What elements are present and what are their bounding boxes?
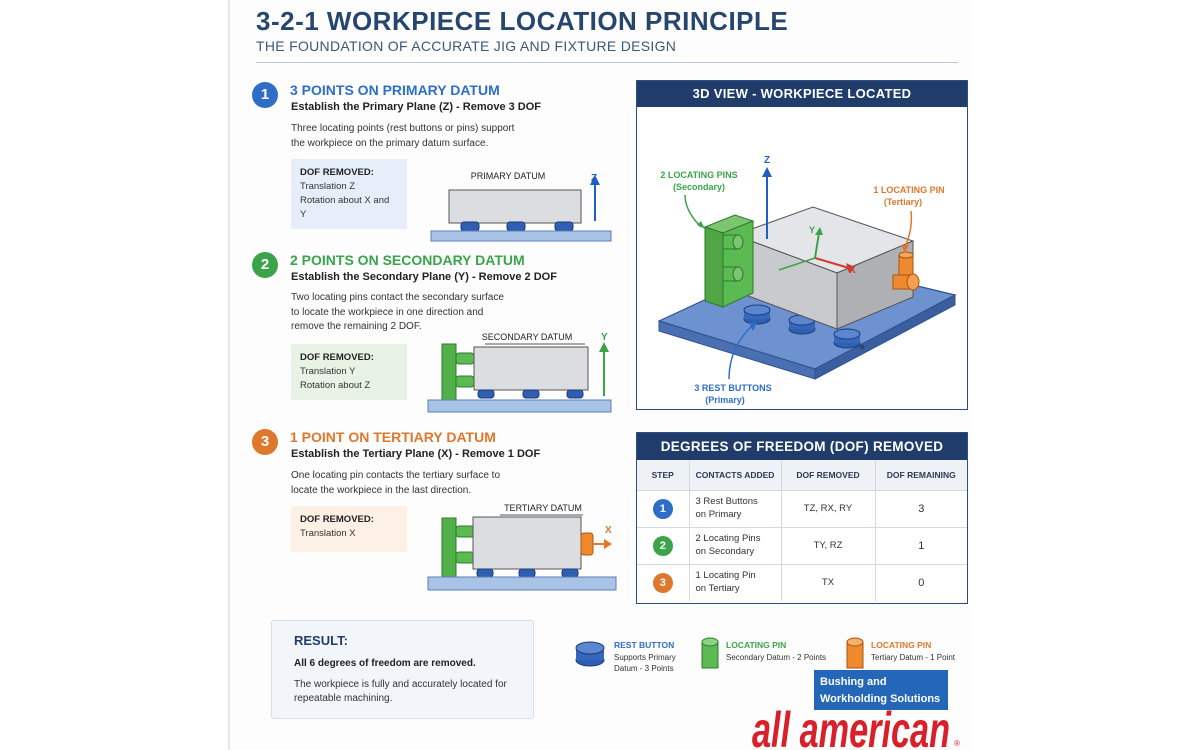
legend-text: Datum - 3 Points bbox=[614, 664, 674, 673]
table-header-row bbox=[637, 460, 967, 490]
locating-plate bbox=[442, 344, 456, 402]
fixture-base-plate bbox=[428, 400, 611, 412]
locating-plate bbox=[442, 518, 456, 580]
table-header: CONTACTS ADDED bbox=[689, 460, 781, 490]
result-box bbox=[271, 620, 534, 719]
fixture-base-plate bbox=[431, 231, 611, 241]
callout-buttons-title: 3 REST BUTTONS bbox=[694, 383, 772, 393]
tertiary-datum-diagram bbox=[425, 500, 620, 595]
result-statement: All 6 degrees of freedom are removed. bbox=[294, 658, 476, 669]
dof-table-title: DEGREES OF FREEDOM (DOF) REMOVED bbox=[637, 433, 967, 460]
step-heading: 2 POINTS ON SECONDARY DATUM bbox=[290, 252, 525, 268]
dof-removed-cell: TZ, RX, RY bbox=[781, 490, 875, 527]
table-header: DOF REMAINING bbox=[875, 460, 967, 490]
legend-text: Tertiary Datum - 1 Point bbox=[871, 653, 956, 662]
step-number-badge: 1 bbox=[252, 82, 278, 108]
registered-mark: ® bbox=[954, 739, 960, 748]
legend-title: LOCATING PIN bbox=[871, 640, 932, 650]
arrow-head-icon bbox=[599, 342, 609, 352]
rest-button-icon bbox=[567, 390, 583, 398]
contacts-line: on Tertiary bbox=[695, 582, 740, 594]
locating-pin-icon bbox=[456, 526, 474, 537]
dof-line: Translation Y bbox=[300, 366, 356, 377]
axis-z-label: Z bbox=[764, 155, 771, 166]
dof-box-title: DOF REMOVED: bbox=[300, 352, 374, 363]
dof-removed-cell: TY, RZ bbox=[781, 527, 875, 564]
rest-button-icon bbox=[477, 569, 493, 577]
company-logo bbox=[750, 670, 972, 750]
table-row bbox=[637, 564, 967, 601]
legend-title: REST BUTTON bbox=[614, 640, 675, 650]
result-text: The workpiece is fully and accurately located for repeatable machining. bbox=[294, 679, 507, 704]
step-heading: 3 POINTS ON PRIMARY DATUM bbox=[290, 82, 500, 98]
step-cell bbox=[637, 490, 689, 527]
locating-pin-icon bbox=[456, 353, 474, 364]
axis-label: Z bbox=[591, 173, 598, 184]
dof-removed-box bbox=[291, 159, 407, 229]
dof-remaining-cell: 0 bbox=[875, 564, 967, 601]
callout-pins-sub: (Secondary) bbox=[672, 182, 726, 192]
table-header: DOF REMOVED bbox=[781, 460, 875, 490]
rest-button-icon bbox=[478, 390, 494, 398]
rest-button-icon bbox=[519, 569, 535, 577]
title-divider bbox=[256, 62, 958, 63]
legend-text: Secondary Datum - 2 Points bbox=[726, 653, 827, 662]
step-heading: 1 POINT ON TERTIARY DATUM bbox=[290, 429, 496, 445]
table-header: STEP bbox=[637, 460, 689, 490]
contacts-line: on Primary bbox=[695, 508, 742, 520]
step-cell bbox=[637, 527, 689, 564]
rest-button-icon bbox=[523, 390, 539, 398]
workpiece-block bbox=[473, 517, 581, 569]
rest-button-icon bbox=[562, 569, 578, 577]
step-number-badge: 3 bbox=[252, 429, 278, 455]
legend-title: LOCATING PIN bbox=[726, 640, 787, 650]
contacts-cell bbox=[689, 490, 781, 527]
step-description: Two locating pins contact the secondary surface to locate the workpiece in one direction and remove the remaining 2 DOF. bbox=[291, 292, 504, 332]
callout-pin-title: 1 LOCATING PIN bbox=[873, 185, 945, 195]
contacts-cell bbox=[689, 527, 781, 564]
contacts-line: 2 Locating Pins bbox=[695, 533, 761, 544]
step-number-badge: 3 bbox=[653, 573, 673, 593]
dof-table bbox=[637, 460, 967, 601]
logo-tagline: Workholding Solutions bbox=[820, 693, 941, 705]
rest-button-icon bbox=[507, 222, 525, 231]
locating-pin-icon bbox=[456, 376, 474, 387]
contacts-line: on Secondary bbox=[695, 545, 755, 557]
dof-remaining-cell: 3 bbox=[875, 490, 967, 527]
dof-remaining-cell: 1 bbox=[875, 527, 967, 564]
rest-button-icon bbox=[834, 329, 860, 348]
legend-text: Supports Primary bbox=[614, 653, 676, 662]
contacts-line: 3 Rest Buttons bbox=[695, 496, 758, 507]
step-number-badge: 1 bbox=[653, 499, 673, 519]
3d-view-panel bbox=[636, 80, 968, 410]
dof-table-panel bbox=[636, 432, 968, 604]
secondary-datum-diagram bbox=[425, 328, 620, 416]
callout-pins-title: 2 LOCATING PINS bbox=[660, 170, 738, 180]
step-subheading: Establish the Primary Plane (Z) - Remove 3 DOF bbox=[291, 101, 542, 113]
3d-view-illustration bbox=[637, 107, 967, 409]
dof-box-title: DOF REMOVED: bbox=[300, 167, 374, 178]
locating-pin-icon bbox=[723, 267, 743, 281]
axis-y-label: Y bbox=[809, 225, 816, 235]
locating-plate-front bbox=[705, 227, 723, 307]
rest-button-icon bbox=[744, 305, 770, 324]
dof-line: Rotation about X and Y bbox=[300, 195, 390, 220]
tertiary-pin-icon bbox=[845, 636, 867, 672]
logo-tagline: Bushing and bbox=[820, 676, 887, 688]
contacts-line: 1 Locating Pin bbox=[695, 570, 756, 582]
dof-removed-box bbox=[291, 506, 407, 552]
result-heading: RESULT: bbox=[294, 633, 348, 648]
locating-pin-icon bbox=[723, 235, 743, 249]
primary-datum-diagram bbox=[425, 165, 620, 243]
step-subheading: Establish the Secondary Plane (Y) - Remove 2 DOF bbox=[291, 271, 557, 283]
step-number-badge: 2 bbox=[653, 536, 673, 556]
step-number-badge: 2 bbox=[252, 252, 278, 278]
diagram-label: PRIMARY DATUM bbox=[470, 171, 546, 181]
locating-pin-icon bbox=[456, 552, 474, 563]
callout-arrow bbox=[685, 195, 701, 227]
workpiece-block bbox=[449, 190, 581, 223]
callout-buttons-sub: (Primary) bbox=[705, 395, 745, 405]
table-row bbox=[637, 527, 967, 564]
logo-wordmark: all american bbox=[752, 702, 950, 750]
step-description: Three locating points (rest buttons or pins) support the workpiece on the primary datum surface. bbox=[291, 123, 515, 149]
locating-plate-side bbox=[723, 221, 753, 307]
dof-line: Translation Z bbox=[300, 181, 356, 192]
arrow-head-icon bbox=[762, 167, 772, 177]
dof-removed-box bbox=[291, 344, 407, 400]
axis-x-label: X bbox=[849, 265, 856, 276]
workpiece-block bbox=[474, 347, 588, 390]
arrow-head-icon bbox=[697, 221, 705, 229]
callout-pin-sub: (Tertiary) bbox=[883, 197, 923, 207]
dof-removed-cell: TX bbox=[781, 564, 875, 601]
dof-box-title: DOF REMOVED: bbox=[300, 514, 374, 525]
3d-view-title: 3D VIEW - WORKPIECE LOCATED bbox=[637, 81, 967, 107]
diagram-label: SECONDARY DATUM bbox=[481, 332, 573, 342]
rest-button-icon bbox=[574, 638, 608, 670]
locating-pin-icon bbox=[700, 636, 722, 672]
dof-line: Translation X bbox=[300, 528, 356, 539]
tertiary-pin-icon bbox=[581, 533, 593, 555]
page-title: 3-2-1 WORKPIECE LOCATION PRINCIPLE bbox=[256, 6, 789, 36]
contacts-cell bbox=[689, 564, 781, 601]
table-row bbox=[637, 490, 967, 527]
hole-icon bbox=[860, 345, 865, 350]
dof-line: Rotation about Z bbox=[300, 380, 371, 391]
step-cell bbox=[637, 564, 689, 601]
page-subtitle: THE FOUNDATION OF ACCURATE JIG AND FIXTURE DESIGN bbox=[256, 38, 677, 54]
step-description: One locating pin contacts the tertiary surface to locate the workpiece in the last direction. bbox=[291, 470, 500, 496]
fixture-base-plate bbox=[428, 577, 616, 590]
rest-button-icon bbox=[555, 222, 573, 231]
rest-button-icon bbox=[461, 222, 479, 231]
step-subheading: Establish the Tertiary Plane (X) - Remove 1 DOF bbox=[291, 448, 541, 460]
axis-label: X bbox=[605, 525, 612, 536]
diagram-label: TERTIARY DATUM bbox=[504, 503, 582, 513]
arrow-head-icon bbox=[604, 539, 612, 549]
axis-label: Y bbox=[601, 332, 608, 343]
